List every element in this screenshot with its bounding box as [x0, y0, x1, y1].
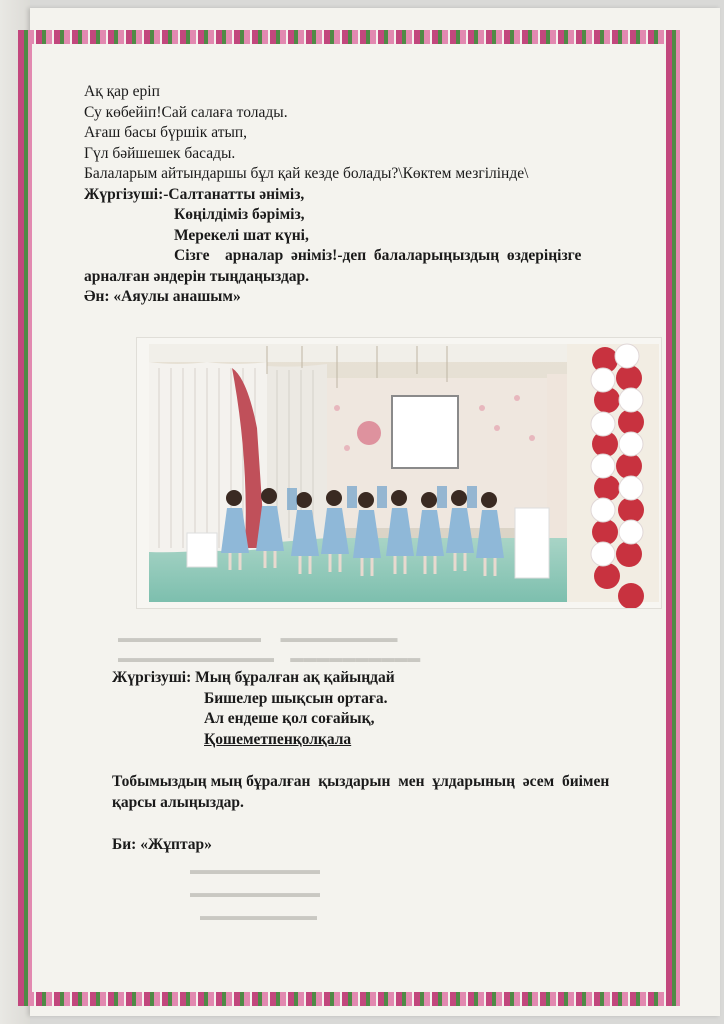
- host-dance-line: Қошеметпенқолқала: [204, 730, 352, 748]
- host-intro-line: Сізге арналар әніміз!-деп балаларыңыздың өздеріңізге: [174, 247, 582, 264]
- stage-scene-image: [137, 338, 661, 608]
- poem-line: Гүл бәйшешек басады.: [84, 144, 236, 162]
- host-intro-line: Жүргізуші:-Салтанатты әніміз,: [84, 185, 305, 203]
- invite-line: қарсы алыңыздар.: [112, 793, 244, 811]
- poem-line: Балаларым айтындаршы бұл қай кезде болады?\Көктем мезгілінде\: [84, 165, 529, 182]
- invite-line: Тобымыздың мың бұралған қыздарын мен ұлдарының әсем биімен: [112, 773, 610, 790]
- bleed-through-text: ▬▬▬▬▬▬▬▬▬▬: [190, 862, 320, 877]
- lower-text-block: [112, 668, 672, 856]
- host-intro-line: Көңілдіміз бәріміз,: [174, 206, 305, 223]
- bleed-through-text: ▬▬▬▬▬▬▬▬▬▬▬ ▬▬▬▬▬▬▬▬▬: [118, 630, 398, 645]
- host-dance-line: Бишелер шықсын ортаға.: [204, 689, 388, 707]
- bleed-through-text: ▬▬▬▬▬▬▬▬▬: [200, 908, 317, 923]
- bleed-through-text: ▬▬▬▬▬▬▬▬▬▬: [190, 885, 320, 900]
- dance-title: Би: «Жұптар»: [112, 836, 212, 853]
- host-intro-line: Мерекелі шат күні,: [174, 226, 309, 244]
- song-title: Ән: «Аяулы анашым»: [84, 288, 241, 305]
- poem-line: Су көбейіп!Сай салаға толады.: [84, 103, 288, 121]
- event-photo: [136, 337, 662, 609]
- bleed-through-text: ▬▬▬▬▬▬▬▬▬▬▬▬ ▬▬▬▬▬▬▬▬▬▬: [118, 650, 421, 665]
- host-dance-line: Ал ендеше қол соғайық,: [204, 710, 375, 727]
- host-dance-line: Жүргізуші: Мың бұралған ақ қайыңдай: [112, 669, 395, 686]
- poem-line: Ақ қар еріп: [84, 83, 160, 100]
- upper-text-block: [84, 82, 674, 308]
- host-intro-line: арналған әндерін тыңдаңыздар.: [84, 267, 310, 285]
- poem-line: Ағаш басы бүршік атып,: [84, 124, 248, 141]
